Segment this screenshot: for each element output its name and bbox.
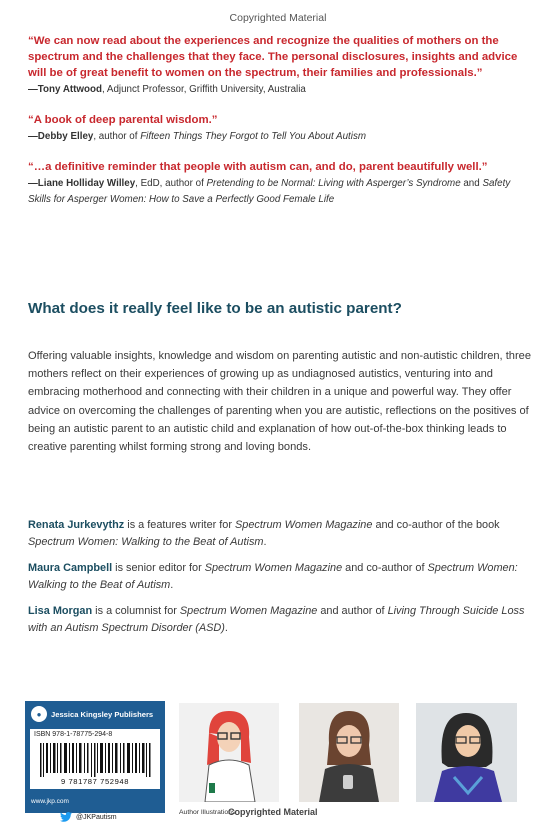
bio-publication: Spectrum Women Magazine	[179, 605, 318, 617]
copyright-watermark-bottom: Copyrighted Material	[228, 807, 318, 817]
bio-text: and author of	[317, 605, 388, 617]
blurb-paragraph: Offering valuable insights, knowledge and wisdom on parenting autistic and non-autistic children, three mothers reflect on their experiences of growing up as undiagnosed autistics, venturing into and embracing motherhood and connecting with their children in a unique and powerful way. They offer advice on overcoming the challenges of parenting when you are autistic, reflections on the positives of being an autistic parent to an autistic child and explanation of how out-of-the-box thinking leads to creative parenting whilst forming strong and loving bonds.	[28, 350, 532, 454]
bio-end: .	[263, 536, 267, 548]
barcode-area	[30, 729, 160, 789]
bio-text: and co-author of the book	[372, 519, 500, 531]
endorsement-1	[28, 33, 533, 98]
quote-attribution	[28, 129, 533, 145]
author-name: Renata Jurkevythz	[28, 519, 125, 531]
quote-text: “…a definitive reminder that people with autism can, and do, parent beautifully well.”	[28, 161, 488, 173]
quote-book-title-2: Safety Skills for Asperger Women: How to Save a Perfectly Good Female Life	[28, 178, 511, 205]
barcode-number: 9 781787 752948	[60, 777, 130, 786]
bio-publication: Spectrum Women Magazine	[235, 519, 373, 531]
author-illustration-2	[299, 703, 399, 802]
publisher-logo	[31, 706, 153, 722]
quote-text: “A book of deep parental wisdom.”	[28, 114, 218, 126]
bio-end: .	[170, 579, 174, 591]
isbn-text: ISBN 978-1-78775-294-8	[34, 731, 113, 738]
quote-author: —Debby Elley	[28, 131, 94, 142]
quote-author: —Tony Attwood	[28, 84, 103, 95]
bio-text: is a features writer for	[124, 519, 236, 531]
bio-book: Spectrum Women: Walking to the Beat of Autism	[28, 536, 264, 548]
endorsement-2	[28, 112, 533, 145]
bio-publication: Spectrum Women Magazine	[204, 562, 343, 574]
publisher-name: Jessica Kingsley Publishers	[51, 709, 154, 719]
twitter-handle-row	[60, 812, 117, 822]
publisher-url[interactable]: www.jkp.com	[31, 798, 69, 805]
bio-text: is a columnist for	[92, 605, 180, 617]
endorsement-3	[28, 159, 533, 208]
twitter-handle[interactable]: @JKPautism	[76, 813, 117, 821]
author-illustration-1	[179, 703, 279, 802]
quote-affiliation: , EdD, author of	[135, 178, 207, 189]
barcode-icon	[40, 743, 152, 777]
quote-affiliation: , author of	[93, 131, 141, 142]
blurb-heading: What does it really feel like to be an autistic parent?	[28, 300, 402, 317]
copyright-watermark-top: Copyrighted Material	[229, 12, 327, 24]
bio-end: .	[224, 622, 228, 634]
bio-book: Spectrum Women: Walking to the Beat of Autism	[28, 562, 518, 591]
illustration-credit: Author Illustrations	[179, 809, 236, 816]
author-name: Lisa Morgan	[28, 605, 93, 617]
author-bio-3	[28, 603, 533, 637]
quote-text: “We can now read about the experiences and recognize the qualities of mothers on the spectrum and the challenges that they face. The personal disclosures, insights and advice will be of great benefit to women on the spectrum, their families and professionals.”	[28, 35, 518, 79]
publisher-logo-icon: ●	[31, 706, 47, 722]
quote-book-title: Pretending to be Normal: Living with Asperger’s Syndrome	[206, 178, 461, 189]
author-bio-2	[28, 560, 533, 594]
author-bio-1	[28, 517, 533, 551]
quote-author: —Liane Holliday Willey	[28, 178, 136, 189]
bio-book: Living Through Suicide Loss with an Autism Spectrum Disorder (ASD)	[28, 605, 525, 634]
portrait-brown-hair-icon	[299, 703, 399, 802]
bio-text: is senior editor for	[112, 562, 205, 574]
bio-text: and co-author of	[342, 562, 428, 574]
endorsements	[28, 33, 533, 222]
quote-conjunction: and	[460, 178, 483, 189]
quote-affiliation: , Adjunct Professor, Griffith University, Australia	[102, 84, 306, 95]
publisher-box	[25, 701, 165, 813]
portrait-dark-hair-icon	[416, 703, 517, 802]
author-bios	[28, 517, 533, 646]
quote-attribution	[28, 176, 533, 208]
twitter-bird-icon	[60, 812, 72, 822]
quote-book-title: Fifteen Things They Forgot to Tell You About Autism	[140, 131, 366, 142]
author-name: Maura Campbell	[28, 562, 113, 574]
portrait-red-hair-icon	[179, 703, 279, 802]
quote-attribution	[28, 82, 533, 98]
author-illustration-3	[416, 703, 517, 802]
